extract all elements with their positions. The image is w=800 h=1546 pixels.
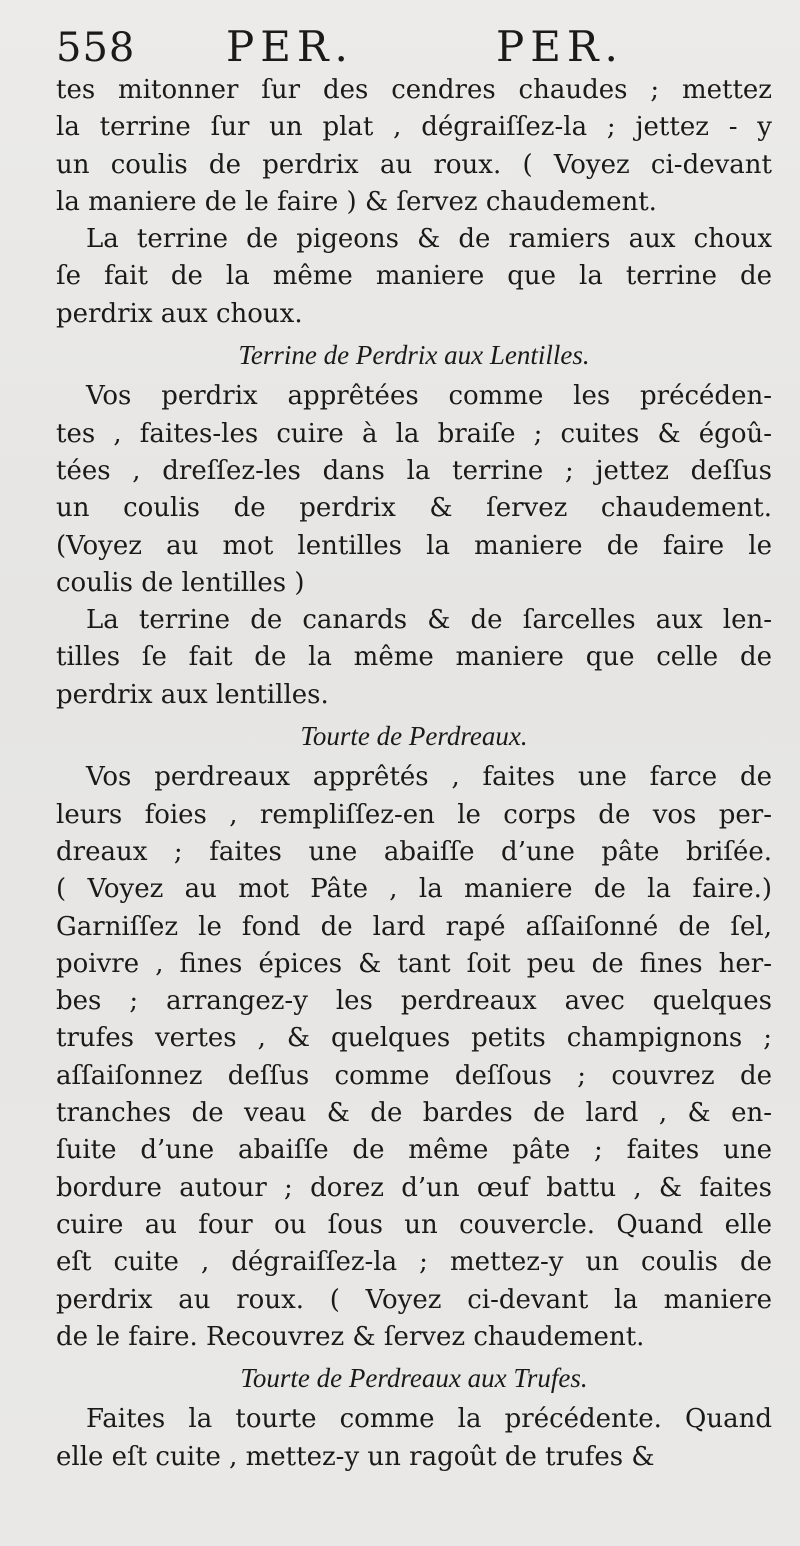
text-line: Faites la tourte comme la précédente. Quand [86,1404,772,1435]
body-text [56,72,772,1476]
text-line: tées , dreſſez-les dans la terrine ; jettez deſſus [56,455,772,486]
paragraph [56,759,772,1356]
text-line: Vos perdrix apprêtées comme les précéden- [86,381,772,412]
text-line: la maniere de le faire ) & ſervez chaudement. [56,186,657,217]
text-line: (Voyez au mot lentilles la maniere de faire le [56,530,772,561]
text-line: leurs foies , rempliſſez-en le corps de vos per- [56,799,772,830]
section-heading: Tourte de Perdreaux. [300,721,528,752]
text-line: bes ; arrangez-y les perdreaux avec quelques [56,986,772,1017]
running-head-right: PER. [496,22,624,71]
text-line: cuire au four ou ſous un couvercle. Quand elle [56,1209,772,1240]
text-line: tilles ſe fait de la même maniere que celle de [56,642,772,673]
text-line: tes , faites-les cuire à la braiſe ; cuites & égoû- [56,418,772,449]
text-section [56,718,772,1356]
running-head-left: PER. [226,22,354,71]
page-number: 558 [56,25,136,71]
text-line: La terrine de canards & de ſarcelles aux len- [86,605,772,636]
text-line: perdrix aux choux. [56,298,303,329]
text-line: un coulis de perdrix & ſervez chaudement. [56,493,772,524]
text-line: dreaux ; faites une abaiſſe d’une pâte briſée. [56,836,772,867]
text-line: eſt cuite , dégraiſſez-la ; mettez-y un coulis de [56,1247,772,1278]
text-line: La terrine de pigeons & de ramiers aux choux [86,224,772,255]
text-line: tes mitonner ſur des cendres chaudes ; mettez [56,75,772,105]
section-heading: Terrine de Perdrix aux Lentilles. [238,340,590,371]
text-line: trufes vertes , & quelques petits champignons ; [56,1023,772,1054]
text-line: tranches de veau & de bardes de lard , & en- [56,1098,772,1129]
text-line: perdrix aux lentilles. [56,679,329,710]
paragraph [56,72,772,221]
text-line: aſſaiſonnez deſſus comme deſſous ; couvrez de [56,1060,772,1091]
text-line: elle eſt cuite , mettez-y un ragoût de trufes & [56,1441,655,1472]
text-line: Vos perdreaux apprêtés , faites une farce de [86,762,772,793]
paragraph [56,602,772,714]
text-line: bordure autour ; dorez d’un œuf battu , & faites [56,1172,772,1203]
text-line: coulis de lentilles ) [56,567,305,598]
text-line: Garniſſez le fond de lard rapé aſſaiſonné de ſel, [56,911,772,942]
text-section [56,337,772,714]
text-line: un coulis de perdrix au roux. ( Voyez ci-devant [56,149,772,180]
text-line: la terrine ſur un plat , dégraiſſez-la ; jettez - y [56,112,772,143]
text-line: ſuite d’une abaiſſe de même pâte ; faites une [56,1135,772,1166]
page-header [56,22,772,72]
paragraph [56,221,772,333]
text-line: de le faire. Recouvrez & ſervez chaudement. [56,1321,645,1352]
paragraph [56,1401,772,1476]
text-section [56,1360,772,1476]
paragraph [56,378,772,602]
section-heading: Tourte de Perdreaux aux Trufes. [240,1363,588,1394]
text-line: poivre , fines épices & tant ſoit peu de fines her- [56,948,772,979]
text-line: ſe fait de la même maniere que la terrine de [56,261,772,292]
text-line: ( Voyez au mot Pâte , la maniere de la faire.) [56,874,772,905]
text-section [56,72,772,333]
text-line: perdrix au roux. ( Voyez ci-devant la maniere [56,1284,772,1315]
